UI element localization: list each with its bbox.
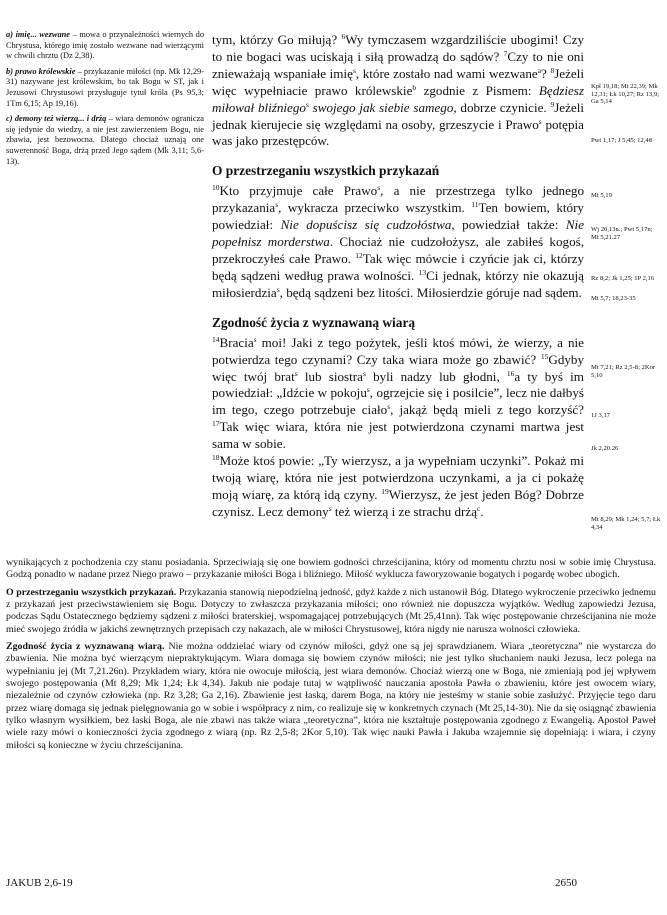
glossary-mark: s [294,368,298,378]
scripture-paragraph [212,453,584,521]
verse-text: , powiedział także: [451,217,559,233]
verse-text: zgodnie z Pismem: [423,82,532,98]
verse-text: potępia was jako przestępców. [212,116,584,149]
footnote [6,30,204,62]
verse-text: Tak więc mówcie i czyńcie jak ci, którzy będą sądzeni według prawa wolności. [212,250,584,283]
cross-reference: 1J 3,17 [591,412,611,419]
verse-text: ? [541,65,547,81]
cross-reference: Mt 8,29; Mk 1,24; 5,7; Łk 4,34 [591,516,661,531]
glossary-mark: s [387,402,391,412]
verse-text: byli nadzy lub głodni, [373,368,500,384]
verse-text: , jakąż będą mieli z tego korzyść? [390,402,584,418]
commentary-heading: O przestrzeganiu wszystkich przykazań. [6,586,177,598]
verse-text: , które zostało nad wami wezwane [355,65,538,81]
verse-number: 11 [471,200,479,210]
verse-number: 17 [212,419,220,429]
cross-reference: Jk 2,20.26 [591,445,619,452]
running-reference: JAKUB 2,6-19 [6,877,73,889]
verse-text: , będą sądzeni bez litości. Miłosierdzie góruje nad sądem. [279,284,582,300]
scripture-quote: Nie dopuścisz się cudzołóstwa [280,217,452,233]
footnote-text: – mowa o przynależności wiernych do Chrystusa, którego imię zostało wezwane nad wierzącymi w chwili chrztu (Dz 2,38). [6,30,205,61]
verse-text: . Chociaż nie cudzołożysz, ale zabiłeś kogoś, przekroczyłeś całe Prawo. [212,234,584,266]
scripture-quote: Nie popełnisz morderstwa [212,217,585,250]
verse-number: 18 [212,453,220,463]
commentary-paragraph [6,557,656,582]
commentary-text: Przykazania stanowią niepodzielną jedność, gdyż każde z nich ustanowił Bóg. Dlatego wykroczenie przeciwko jednemu z przykazań jest przeciwstawieniem się Bogu. Dotyczy to zwłaszcza przykazania miłości; ono również nie dopuszcza wyjątków. Według zapowiedzi Jezusa, podczas Sądu Ostatecznego będziemy sądzeni z miłości braterskiej, wspomagającej potrzebujących (Mt 25,41nn). Tak więc postępowanie chrześcijanina nie może mieć swojego źródła w jakichś zewnętrznych przepisach czy nakazach, ale w miłości Chrystusowej, która nigdy nie narusza wolności człowieka. [6,586,656,635]
verse-text: Wierzysz, że jest jeden Bóg? Dobrze czynisz. Lecz demony [212,486,584,519]
verse-text: Tak więc wiara, która nie jest potwierdzona czynami martwa jest sama w sobie. [212,419,584,452]
verse-number: 6 [341,32,346,41]
verse-text: Ten bowiem, który powiedział: [212,200,584,233]
verse-number: 15 [540,351,549,361]
glossary-mark: s [305,99,309,109]
footnotes-column [6,30,204,172]
footnote-text: – przykazanie miłości (np. Mk 12,29-31) nazywane jest królewskim, bo tak Bogu w ST, jak i Jezusowi Chrystusowi przysługuje tytuł króla (Ps 95,3; 1Tm 6,15; Ap 19,16). [6,66,205,108]
verse-text: Czy to nie oni znieważają wspaniałe imię [212,48,584,81]
section-heading: O przestrzeganiu wszystkich przykazań [212,163,440,179]
footnote-text: – wiara demonów ogranicza się jedynie do wiedzy, a nie jest zawierzeniem Bogu, nie zbawia, jest bezowocna. Dlatego chociaż uznają one suwerenność Boga, drżą przed Jego sądem (Mk 3,11; 5,6-13). [6,114,205,166]
commentary-text: wynikających z pochodzenia czy stanu posiadania. Sprzeciwiają się one bowiem godności chrześcijanina, który od momentu chrztu nosi w sobie imię Chrystusa. Godzą ponadto w nadane przez Niego prawo – przykazanie miłości Boga i bliźniego. Miłość wyklucza faworyzowanie bogatych i pogardę wobec ubogich. [6,557,656,581]
verse-text: . [480,503,484,519]
verse-number: 8 [550,65,555,75]
verse-number: 10 [212,183,220,193]
commentary-paragraph [6,641,656,752]
verse-text: Wy tymczasem wzgardziliście ubogimi! Czy to nie bogaci was uciskają i siłą prowadzą do sądów? [212,32,585,64]
verse-text: lub siostra [304,368,363,384]
verse-text: a ty byś im powiedział: „Idźcie w pokoju [212,368,584,401]
glossary-mark: s [538,116,542,126]
verse-text: , a nie przestrzega tylko jednego przykazania [212,183,584,216]
footnote-label: c) [6,114,13,124]
verse-number: 12 [355,250,363,260]
verse-text: Jeżeli więc wypełniacie prawo królewskie [212,65,584,98]
footnote-term: demony też wierzą... i drżą [14,114,107,124]
scripture-paragraph [212,335,584,453]
footnote-term: imię... wezwane [15,30,71,39]
footnote-label: a) [6,30,13,39]
scripture-paragraph [212,32,584,150]
verse-number: 14 [212,334,220,344]
verse-text: , wykracza przeciwko wszystkim. [278,200,465,216]
commentary-heading: Zgodność życia z wyznawaną wiarą. [6,641,165,653]
footnote-mark: a [537,65,542,75]
verse-text: , ogrzejcie się i posilcie”, lecz nie dałbyś im tego, czego potrzebuje ciało [212,385,584,418]
verse-number: 13 [418,267,427,277]
verse-number: 16 [506,368,515,378]
footnote [6,67,204,109]
footnote-mark: b [412,82,417,92]
commentary-text: Nie można oddzielać wiary od czynów miłości, gdyż one są jej sprawdzianem. Wiara „teoretyczna” nie wystarcza do zbawienia. Nie można być wierzącym niepraktykującym. Wiara domaga się bowiem czynów miłości; nie jest tylko słuchaniem nauki Jezusa, lecz polega na wypełnianiu jej (Mt 7,21.26n). Przykładem wiary, która nie owocuje miłością, jest wiara demonów. Chociaż wierzą one w Boga, nie zmieniają pod jej wpływem swojego postępowania (Mt 8,29; Mk 1,24; Łk 4,34). Jakub nie podaje tutaj w wątpliwość nauczania apostoła Pawła o zbawieniu, które jest owocem wiary, niezależnie od czynów człowieka (np. Rz 3,28; Ga 2,16). Zbawienie jest łaską, darem Boga, na który nie jesteśmy w stanie sobie zasłużyć. Przyjęcie tego daru przez wiarę domaga się jednak pielęgnowania go w sobie i współpracy z nim, co realizuje się w konkretnych czynach (Mt 25,14-30). Nie da się osiągnąć zbawienia tylko własnym wysiłkiem, bez łaski Boga, ale nie zbawi nas także wiara „teoretyczna”, która nie kształtuje postępowania zgodnego z Ewangelią. Apostoł Paweł wiele razy mówi o konieczności życia zgodnego z wiarą (np. Rz 2,5-8; 2Kor 5,10). Tak więc nauki Pawła i Jakuba wzajemnie się dopełniają: i wiara, i czyny miłości są konieczne w życiu chrześcijanina. [6,641,656,751]
scripture-paragraph [212,183,584,301]
page-footer [6,877,657,889]
verse-text: , dobrze czynicie. [453,99,547,115]
glossary-mark: s [352,65,356,75]
verse-number: 19 [381,486,389,496]
cross-reference: Mt 5,19 [591,192,612,199]
scripture-text [212,32,584,521]
verse-text: Ci jednak, którzy nie okazują miłosierdzia [212,267,584,300]
cross-reference: Mt 7,21; Rz 2,5-8; 2Kor 5,10 [591,364,656,379]
glossary-mark: s [366,385,370,395]
glossary-mark: s [362,368,366,378]
verse-text: Może ktoś powie: „Ty wierzysz, a ja wypełniam uczynki”. Pokaż mi twoją wiarę, która nie jest potwierdzona uczynkami, a ja ci pokażę moją wiarę, za którą idą czyny. [212,453,584,502]
scripture-quote: Będziesz miłował bliźniego [212,82,584,115]
footnote-term: prawo królewskie [15,66,76,76]
verse-text: Gdyby więc twój brat [212,351,585,384]
glossary-mark: s [275,200,279,210]
glossary-mark: s [377,183,381,193]
verse-text: moi! Jaki z tego pożytek, jeśli ktoś mówi, że wierzy, a nie potwierdza tego czynami? Czy taka wiara może go zbawić? [212,334,584,367]
verse-number: 9 [550,99,555,109]
footnote-mark: c [477,503,481,513]
footnote [6,114,204,167]
page-number: 2650 [555,877,577,889]
cross-reference: Pwt 1,17; J 5,45; 12,48 [591,137,652,144]
footnote-label: b) [6,66,13,76]
verse-text: tym, którzy Go miłują? [212,32,338,47]
verse-text: też wierzą i ze strachu drżą [334,503,478,519]
cross-reference: Wj 20,13n.; Pwt 5,17n; Mt 5,21.27 [591,226,653,241]
verse-text: Bracia [219,334,254,350]
glossary-mark: s [328,503,332,513]
verse-number: 7 [503,48,508,58]
commentary [6,557,656,757]
cross-reference: Mt 5,7; 18,23-35 [591,295,636,302]
glossary-mark: s [253,334,257,344]
cross-reference: Rz 8,2; Jk 1,25; 1P 2,16 [591,275,655,282]
verse-text: Kto przyjmuje całe Prawo [219,183,378,199]
section-heading: Zgodność życia z wyznawaną wiarą [212,314,416,330]
commentary-paragraph [6,587,656,636]
cross-reference: Kpł 19,18; Mt 22,39; Mk 12,31; Łk 10,27; Rz 13,9; Ga 5,14 [591,83,659,106]
scripture-quote: swojego jak siebie samego [312,99,454,115]
glossary-mark: s [276,284,280,294]
verse-text: Jeżeli jednak kierujecie się względami na osoby, grzeszycie i Prawo [212,99,585,132]
